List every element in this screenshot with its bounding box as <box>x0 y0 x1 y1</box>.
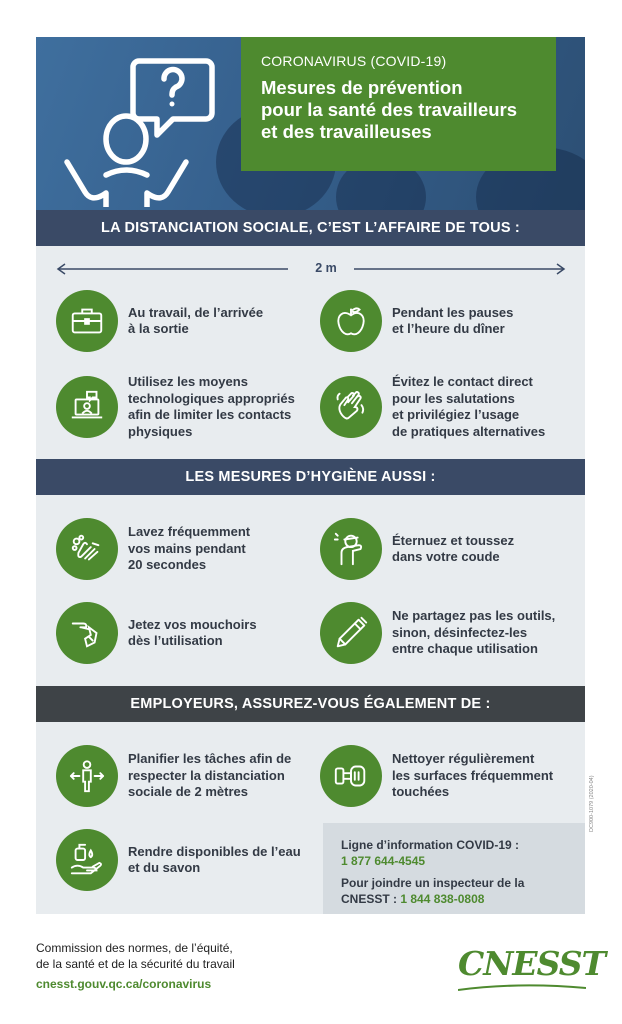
apple-icon <box>320 290 382 352</box>
cnesst-logo: CNESST <box>458 944 586 992</box>
handwash-icon <box>56 518 118 580</box>
section-employers-title: EMPLOYEURS, ASSUREZ-VOUS ÉGALEMENT DE : <box>36 686 585 722</box>
pen-icon <box>320 602 382 664</box>
info-line-label: Ligne d’information COVID-19 : <box>341 838 520 852</box>
tip-at-work: Au travail, de l’arrivée à la sortie <box>56 290 306 352</box>
tip-greetings: Évitez le contact direct pour les salutations et privilégiez l’usage de pratiques alternatives <box>320 374 570 440</box>
question-person-icon <box>61 57 221 207</box>
header-banner <box>36 37 585 210</box>
distance-label: 2 m <box>315 261 337 275</box>
tip-clean-surfaces: Nettoyer régulièrement les surfaces fréquemment touchées <box>320 745 570 807</box>
tissue-icon <box>56 602 118 664</box>
section-hygiene-title: LES MESURES D’HYGIÈNE AUSSI : <box>36 459 585 495</box>
briefcase-icon <box>56 290 118 352</box>
tip-handwash: Lavez fréquemment vos mains pendant 20 secondes <box>56 518 306 580</box>
tip-tissues: Jetez vos mouchoirs dès l’utilisation <box>56 602 306 664</box>
header-title-block <box>241 37 556 171</box>
distance-person-icon <box>56 745 118 807</box>
tip-tools: Ne partagez pas les outils, sinon, désinfectez-les entre chaque utilisation <box>320 602 570 664</box>
inspector-label-2: CNESST : <box>341 892 401 906</box>
poster <box>36 37 585 914</box>
soap-water-icon <box>56 829 118 891</box>
waving-hand-icon <box>320 376 382 438</box>
tip-sneeze: Éternuez et toussez dans votre coude <box>320 518 570 580</box>
door-handle-icon <box>320 745 382 807</box>
tip-breaks: Pendant les pauses et l’heure du dîner <box>320 290 570 352</box>
header-subtitle: CORONAVIRUS (COVID-19) <box>261 53 447 69</box>
laptop-chat-icon <box>56 376 118 438</box>
section-distancing-title: LA DISTANCIATION SOCIALE, C’EST L’AFFAIRE DE TOUS : <box>36 210 585 246</box>
organization-name: Commission des normes, de l’équité, de la santé et de la sécurité du travail <box>36 941 235 971</box>
inspector-number[interactable]: 1 844 838-0808 <box>400 892 485 906</box>
header-title: Mesures de prévention pour la santé des travailleurs et des travailleuses <box>261 77 518 142</box>
document-code: DC900-1079 (2020-04) <box>589 775 595 832</box>
tip-plan-tasks: Planifier les tâches afin de respecter la distanciation sociale de 2 mètres <box>56 745 306 807</box>
logo-swoosh-icon <box>458 984 586 994</box>
distance-arrow <box>56 261 566 277</box>
tip-technology: Utilisez les moyens technologiques appropriés afin de limiter les contacts physiques <box>56 374 306 440</box>
sneeze-elbow-icon <box>320 518 382 580</box>
inspector-label: Pour joindre un inspecteur de la <box>341 876 525 890</box>
website-link[interactable]: cnesst.gouv.qc.ca/coronavirus <box>36 977 212 991</box>
contact-info-box <box>323 823 585 914</box>
info-line-number[interactable]: 1 877 644-4545 <box>341 854 426 868</box>
tip-water-soap: Rendre disponibles de l’eau et du savon <box>56 829 306 891</box>
